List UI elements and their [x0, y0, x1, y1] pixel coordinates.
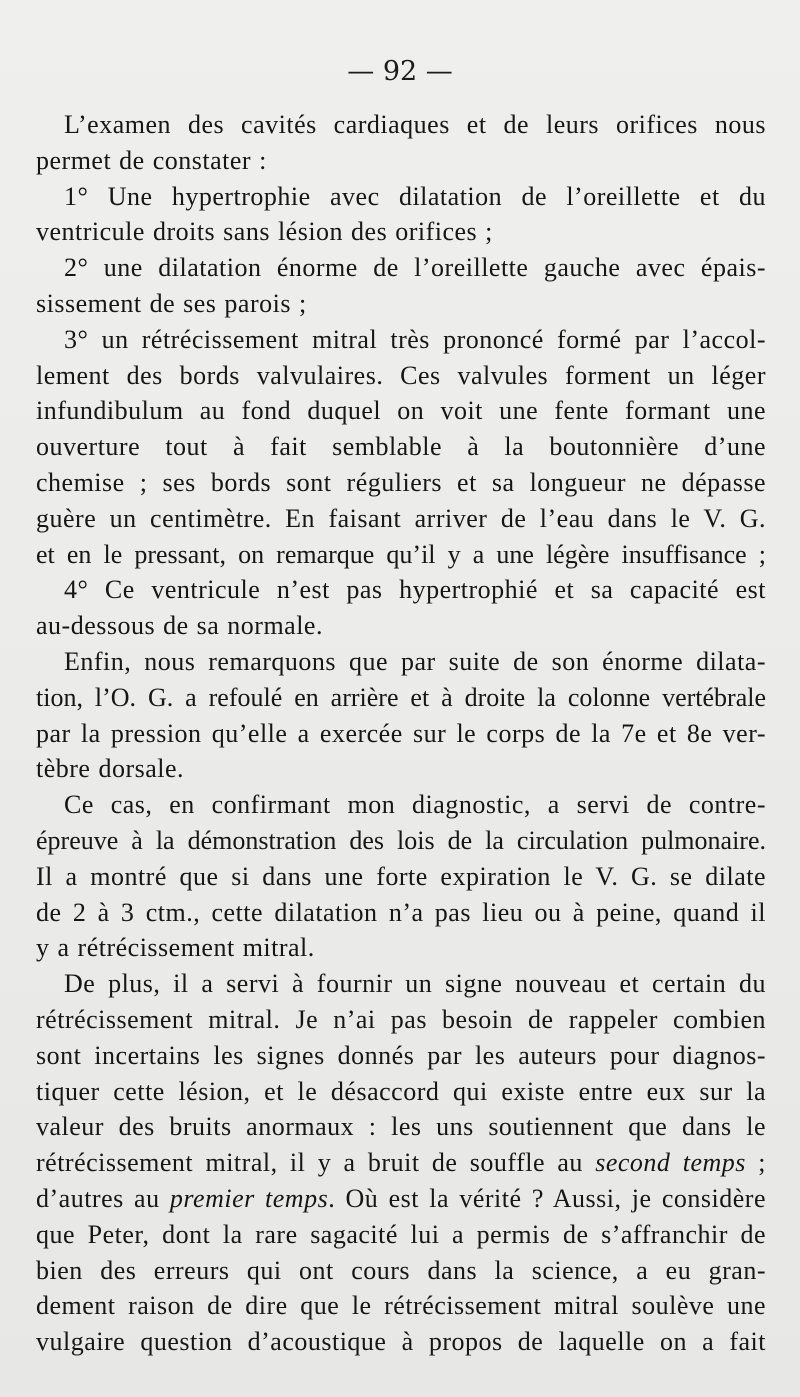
italic-phrase: second temps: [595, 1148, 746, 1178]
text-line: d’autres au premier temps. Où est la vérité ? Aussi, je considère: [36, 1183, 766, 1213]
text-line: ventricule droits sans lésion des orifices ;: [36, 217, 493, 247]
text-line: dement raison de dire que le rétrécissement mitral soulève une: [36, 1291, 766, 1321]
text-line: tion, l’O. G. a refoulé en arrière et à droite la colonne vertébrale: [36, 682, 766, 712]
text-line: rétrécissement mitral. Je n’ai pas besoin de rappeler combien: [36, 1004, 766, 1034]
text-line: par la pression qu’elle a exercée sur le corps de la 7e et 8e ver-: [36, 718, 766, 748]
italic-phrase: premier temps: [169, 1183, 329, 1213]
text-line: que Peter, dont la rare sagacité lui a permis de s’affranchir de: [36, 1219, 766, 1249]
text-line: au-dessous de sa normale.: [36, 611, 323, 641]
text-line: et en le pressant, on remarque qu’il y a une légère insuffisance ;: [36, 539, 766, 569]
text-line: Il a montré que si dans une forte expiration le V. G. se dilate: [36, 861, 766, 891]
text-line: Ce cas, en confirmant mon diagnostic, a servi de contre-: [64, 790, 766, 820]
text-line: 3° un rétrécissement mitral très prononcé formé par l’accol-: [64, 324, 766, 354]
text-line: vulgaire question d’acoustique à propos de laquelle on a fait: [36, 1327, 766, 1357]
text-line: valeur des bruits anormaux : les uns soutiennent que dans le: [36, 1112, 766, 1142]
text-line: De plus, il a servi à fournir un signe nouveau et certain du: [64, 969, 766, 999]
text-line: tiquer cette lésion, et le désaccord qui existe entre eux sur la: [36, 1076, 766, 1106]
text-line: épreuve à la démonstration des lois de la circulation pulmonaire.: [36, 825, 766, 855]
text-line: 2° une dilatation énorme de l’oreillette gauche avec épais-: [64, 253, 766, 283]
text-line: tèbre dorsale.: [36, 754, 185, 784]
text-line: 4° Ce ventricule n’est pas hypertrophié et sa capacité est: [64, 575, 766, 605]
text-line: rétrécissement mitral, il y a bruit de souffle au second temps ;: [36, 1148, 766, 1178]
text-line: sissement de ses parois ;: [36, 288, 307, 318]
text-line: sont incertains les signes donnés par les auteurs pour diagnos-: [36, 1040, 766, 1070]
text-line: Enfin, nous remarquons que par suite de son énorme dilata-: [64, 646, 766, 676]
text-line: lement des bords valvulaires. Ces valvules forment un léger: [36, 360, 766, 390]
text-line: infundibulum au fond duquel on voit une fente formant une: [36, 396, 766, 426]
text-line: permet de constater :: [36, 145, 267, 175]
text-line: 1° Une hypertrophie avec dilatation de l’oreillette et du: [64, 181, 766, 211]
text-line: bien des erreurs qui ont cours dans la science, a eu gran-: [36, 1255, 766, 1285]
body-text: [36, 107, 766, 1360]
page-number: — 92 —: [347, 56, 453, 87]
text-line: L’examen des cavités cardiaques et de leurs orifices nous: [64, 110, 766, 139]
text-line: guère un centimètre. En faisant arriver de l’eau dans le V. G.: [36, 503, 766, 533]
text-line: de 2 à 3 ctm., cette dilatation n’a pas lieu ou à peine, quand il: [36, 897, 766, 927]
text-line: y a rétrécissement mitral.: [36, 933, 315, 963]
text-line: chemise ; ses bords sont réguliers et sa longueur ne dépasse: [36, 467, 766, 497]
text-line: ouverture tout à fait semblable à la boutonnière d’une: [36, 432, 766, 462]
